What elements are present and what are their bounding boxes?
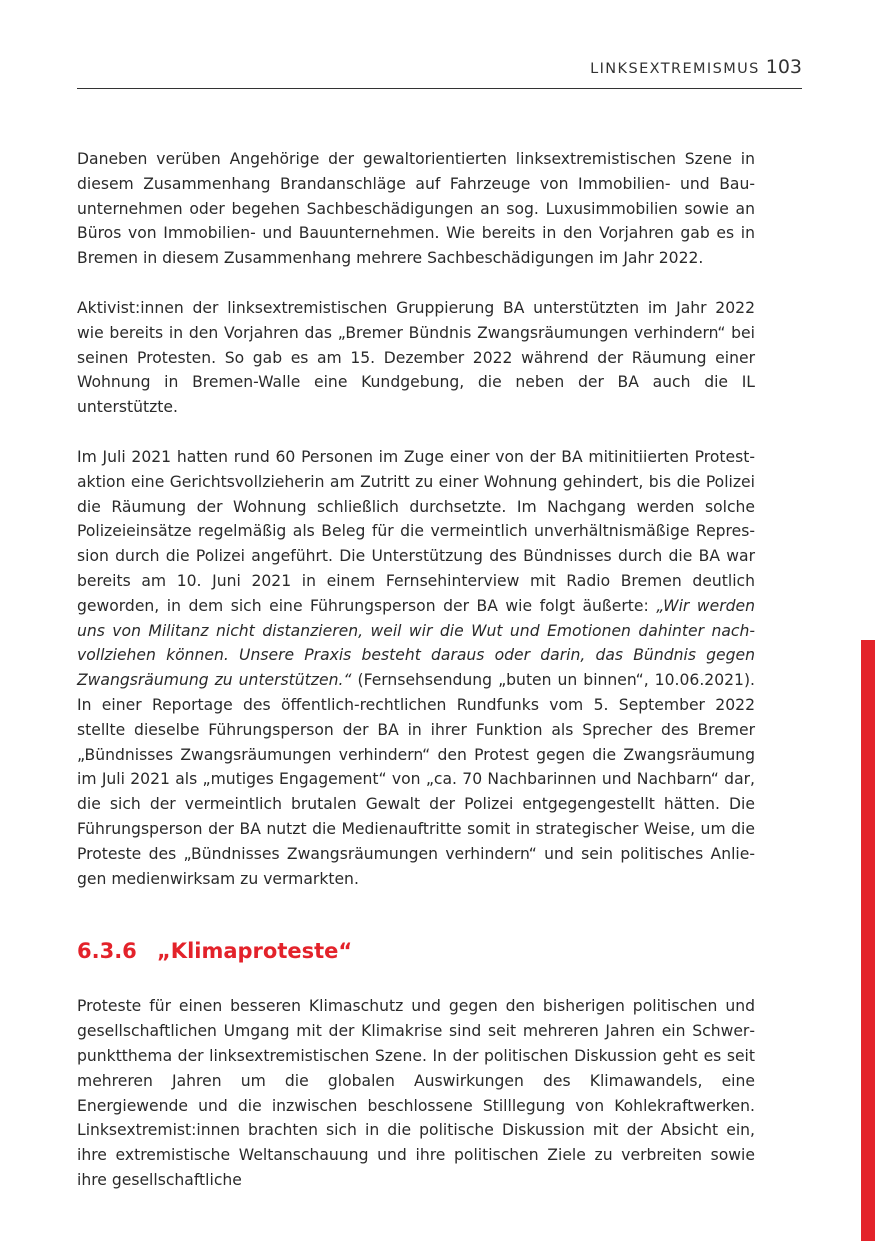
- page-number: 103: [765, 56, 802, 78]
- header-section-title: LINKSEXTREMISMUS: [590, 61, 760, 77]
- paragraph-text: Im Juli 2021 hatten rund 60 Personen im Zuge einer von der BA mitinitiierten Protestaktion eine Gerichtsvollzieherin am Zutritt zu einer Wohnung gehindert, bis die Polizei die Räumung der Wohnung schließlich durchsetzte. Im Nachgang werden solche Polizeieinsätze regelmäßig als Beleg für die vermeintlich unverhältnismäßige Repression durch die Polizei angeführt. Die Unterstützung des Bündnisses durch die BA war bereits am 10. Juni 2021 in einem Fernsehinterview mit Radio Bremen deutlich geworden, in dem sich eine Führungsperson der BA wie folgt äußerte:: [77, 447, 755, 615]
- body-paragraph: [77, 445, 755, 891]
- section-number: 6.3.6: [77, 939, 137, 964]
- body-paragraph: Proteste für einen besseren Klimaschutz und gegen den bisherigen politischen und gesellschaftlichen Umgang mit der Klimakrise sind seit mehreren Jahren ein Schwerpunktthema der linksextremistischen Szene. In der politischen Diskussion geht es seit mehreren Jahren um die globalen Auswirkungen des Klimawandels, eine Energiewende und die inzwischen beschlossene Stilllegung von Kohlekraftwerken. Linksextremist:innen brachten sich in die politische Diskussion mit der Absicht ein, ihre extremistische Weltanschauung und ihre politischen Ziele zu verbreiten sowie ihre gesellschaftliche: [77, 997, 755, 1189]
- interview-quote: „Wir werden uns von Militanz nicht distanzieren, weil wir die Wut und Emotionen dahinter nachvollziehen können. Unsere Praxis besteht daraus oder darin, das Bündnis gegen Zwangsräumung zu unterstützen.“: [77, 596, 755, 690]
- body-paragraph: Daneben verüben Angehörige der gewaltorientierten linksextremistischen Szene in diesem Zusammenhang Brandanschläge auf Fahrzeuge von Immobilien- und Bauunternehmen oder begehen Sachbeschädigungen an sog. Luxusimmobilien sowie an Büros von Immobilien- und Bauunternehmen. Wie bereits in den Vorjahren gab es in Bremen in diesem Zusammenhang mehrere Sachbeschädigungen im Jahr 2022.: [77, 150, 755, 268]
- paragraph-text: (Fernsehsendung „buten un binnen“, 10.06.2021). In einer Reportage des öffentlich-rechtlichen Rundfunks vom 5. September 2022 stellte dieselbe Führungsperson der BA in ihrer Funktion als Sprecher des Bremer „Bündnisses Zwangsräumungen verhindern“ den Protest gegen die Zwangsräumung im Juli 2021 als „mutiges Engagement“ von „ca. 70 Nachbarinnen und Nachbarn“ dar, die sich der vermeintlich brutalen Gewalt der Polizei entgegengestellt hätten. Die Führungsperson der BA nutzt die Medienauftritte somit in strategischer Weise, um die Proteste des „Bündnisses Zwangsräumungen verhindern“ und sein politisches Anliegen medienwirksam zu vermarkten.: [77, 671, 756, 888]
- chapter-marker-bar: [861, 640, 875, 1241]
- section-title: „Klimaproteste“: [157, 939, 353, 964]
- section-heading: [77, 937, 755, 965]
- running-header: [77, 56, 802, 89]
- body-paragraph: Aktivist:innen der linksextremistischen Gruppierung BA unterstützten im Jahr 2022 wie bereits in den Vorjahren das „Bremer Bündnis Zwangsräumungen verhindern“ bei seinen Protesten. So gab es am 15. Dezember 2022 während der Räumung einer Wohnung in Bremen-Walle eine Kundgebung, die neben der BA auch die IL unterstützte.: [77, 298, 755, 417]
- page-body: [77, 147, 755, 1193]
